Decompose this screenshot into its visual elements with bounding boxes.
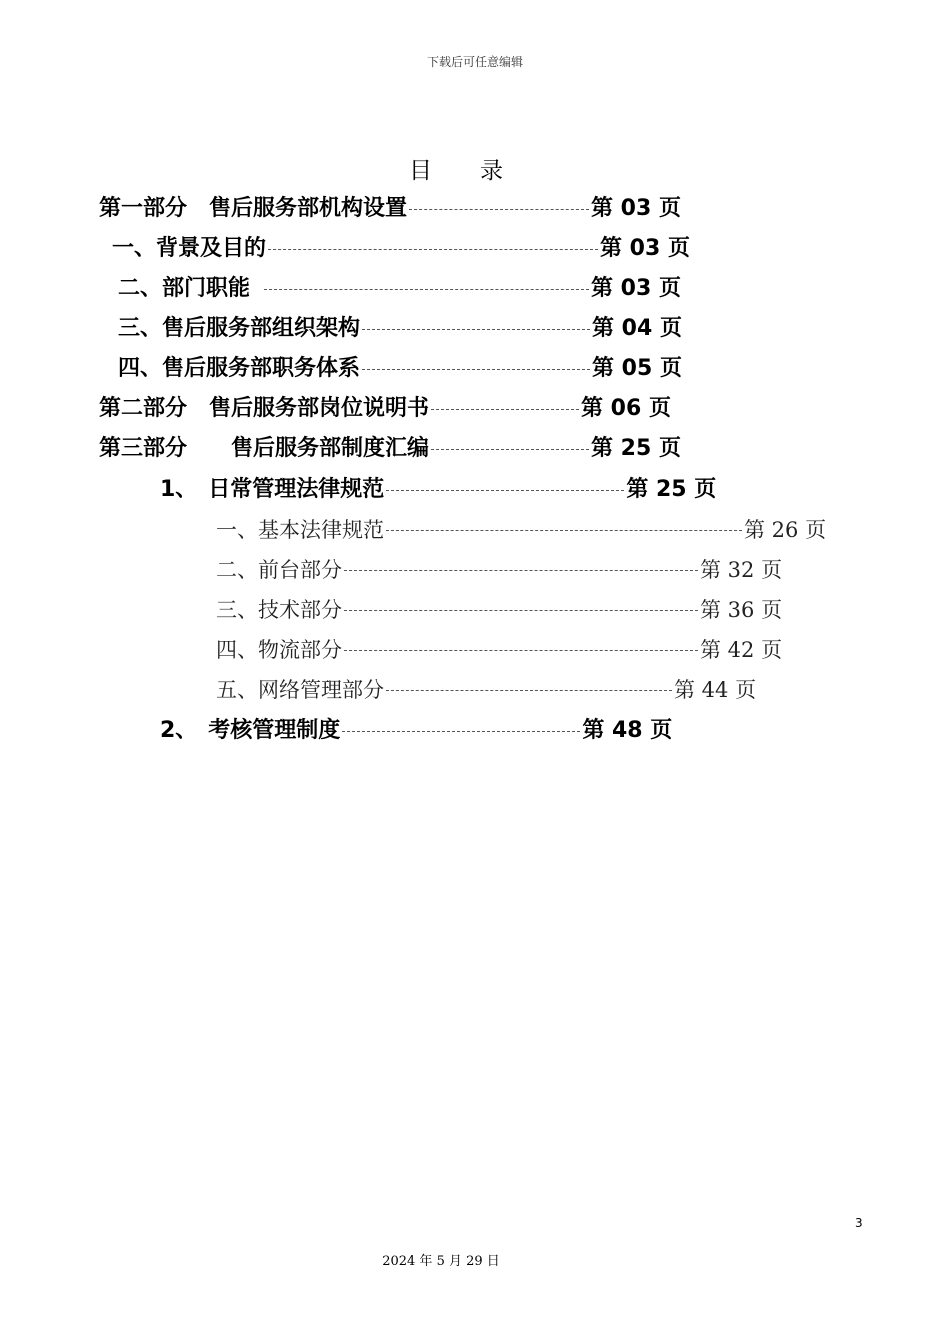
dot-leader bbox=[344, 570, 698, 571]
header-note: 下载后可任意编辑 bbox=[426, 55, 523, 69]
toc-entry[interactable] bbox=[216, 634, 782, 666]
toc-entry-label: 四、物流部分 bbox=[216, 638, 342, 662]
toc-entry-page: 第 48 页 bbox=[582, 718, 673, 743]
toc-title: 目录 bbox=[409, 158, 551, 184]
toc-entry-page: 第 05 页 bbox=[592, 356, 682, 381]
toc-entry-label: 二、部门职能 bbox=[118, 276, 251, 301]
dot-leader bbox=[342, 731, 580, 732]
dot-leader bbox=[431, 409, 579, 410]
toc-entry-page: 第 36 页 bbox=[700, 598, 783, 622]
toc-entry-label: 第一部分 售后服务部机构设置 bbox=[99, 196, 408, 221]
dot-leader bbox=[362, 329, 590, 330]
toc-entry-label: 四、售后服务部职务体系 bbox=[118, 356, 361, 381]
dot-leader bbox=[386, 690, 672, 691]
dot-leader bbox=[344, 610, 698, 611]
page-number: 3 bbox=[855, 1216, 863, 1230]
toc-entry-page: 第 32 页 bbox=[700, 558, 783, 582]
toc-entry-page: 第 25 页 bbox=[626, 477, 717, 502]
toc-entry[interactable] bbox=[118, 353, 682, 385]
toc-entry[interactable] bbox=[118, 273, 681, 305]
toc-entry-label: 一、背景及目的 bbox=[112, 236, 267, 261]
toc-entry-label: 第二部分 售后服务部岗位说明书 bbox=[99, 396, 430, 421]
dot-leader bbox=[409, 209, 589, 210]
toc-entry-label: 第三部分 售后服务部制度汇编 bbox=[99, 436, 430, 461]
toc-entry-page: 第 25 页 bbox=[591, 436, 681, 461]
toc-entry[interactable] bbox=[216, 554, 782, 586]
dot-leader bbox=[344, 650, 698, 651]
dot-leader bbox=[264, 289, 589, 290]
toc-entry-label: 一、基本法律规范 bbox=[216, 518, 384, 542]
toc-entry-label: 三、技术部分 bbox=[216, 598, 342, 622]
dot-leader bbox=[386, 490, 624, 491]
footer-date: 2024 年 5 月 29 日 bbox=[382, 1254, 500, 1269]
toc-entry[interactable] bbox=[216, 594, 782, 626]
toc-entry[interactable] bbox=[112, 233, 690, 265]
toc-entry-page: 第 44 页 bbox=[674, 678, 757, 702]
toc-entry-page: 第 03 页 bbox=[600, 236, 690, 261]
toc-entry-page: 第 42 页 bbox=[700, 638, 783, 662]
toc-entry[interactable] bbox=[216, 674, 756, 706]
toc-entry-page: 第 03 页 bbox=[591, 276, 681, 301]
dot-leader bbox=[362, 369, 590, 370]
toc-entry-page: 第 06 页 bbox=[581, 396, 671, 421]
toc-entry-label: 2、 考核管理制度 bbox=[160, 718, 341, 743]
toc-entry[interactable] bbox=[160, 474, 716, 506]
toc-entry[interactable] bbox=[99, 393, 671, 425]
toc-entry[interactable] bbox=[216, 514, 826, 546]
toc-entry-label: 三、售后服务部组织架构 bbox=[118, 316, 361, 341]
toc-entry[interactable] bbox=[99, 433, 681, 465]
toc-entry-page: 第 04 页 bbox=[592, 316, 682, 341]
toc-entry[interactable] bbox=[118, 313, 682, 345]
toc-entry-label: 1、 日常管理法律规范 bbox=[160, 477, 385, 502]
dot-leader bbox=[431, 449, 589, 450]
toc-entry[interactable] bbox=[99, 193, 681, 225]
toc-entry-page: 第 26 页 bbox=[744, 518, 827, 542]
dot-leader bbox=[268, 249, 598, 250]
dot-leader bbox=[386, 530, 742, 531]
toc-entry[interactable] bbox=[160, 715, 672, 747]
toc-entry-label: 二、前台部分 bbox=[216, 558, 342, 582]
toc-entry-label: 五、网络管理部分 bbox=[216, 678, 384, 702]
toc-entry-page: 第 03 页 bbox=[591, 196, 681, 221]
